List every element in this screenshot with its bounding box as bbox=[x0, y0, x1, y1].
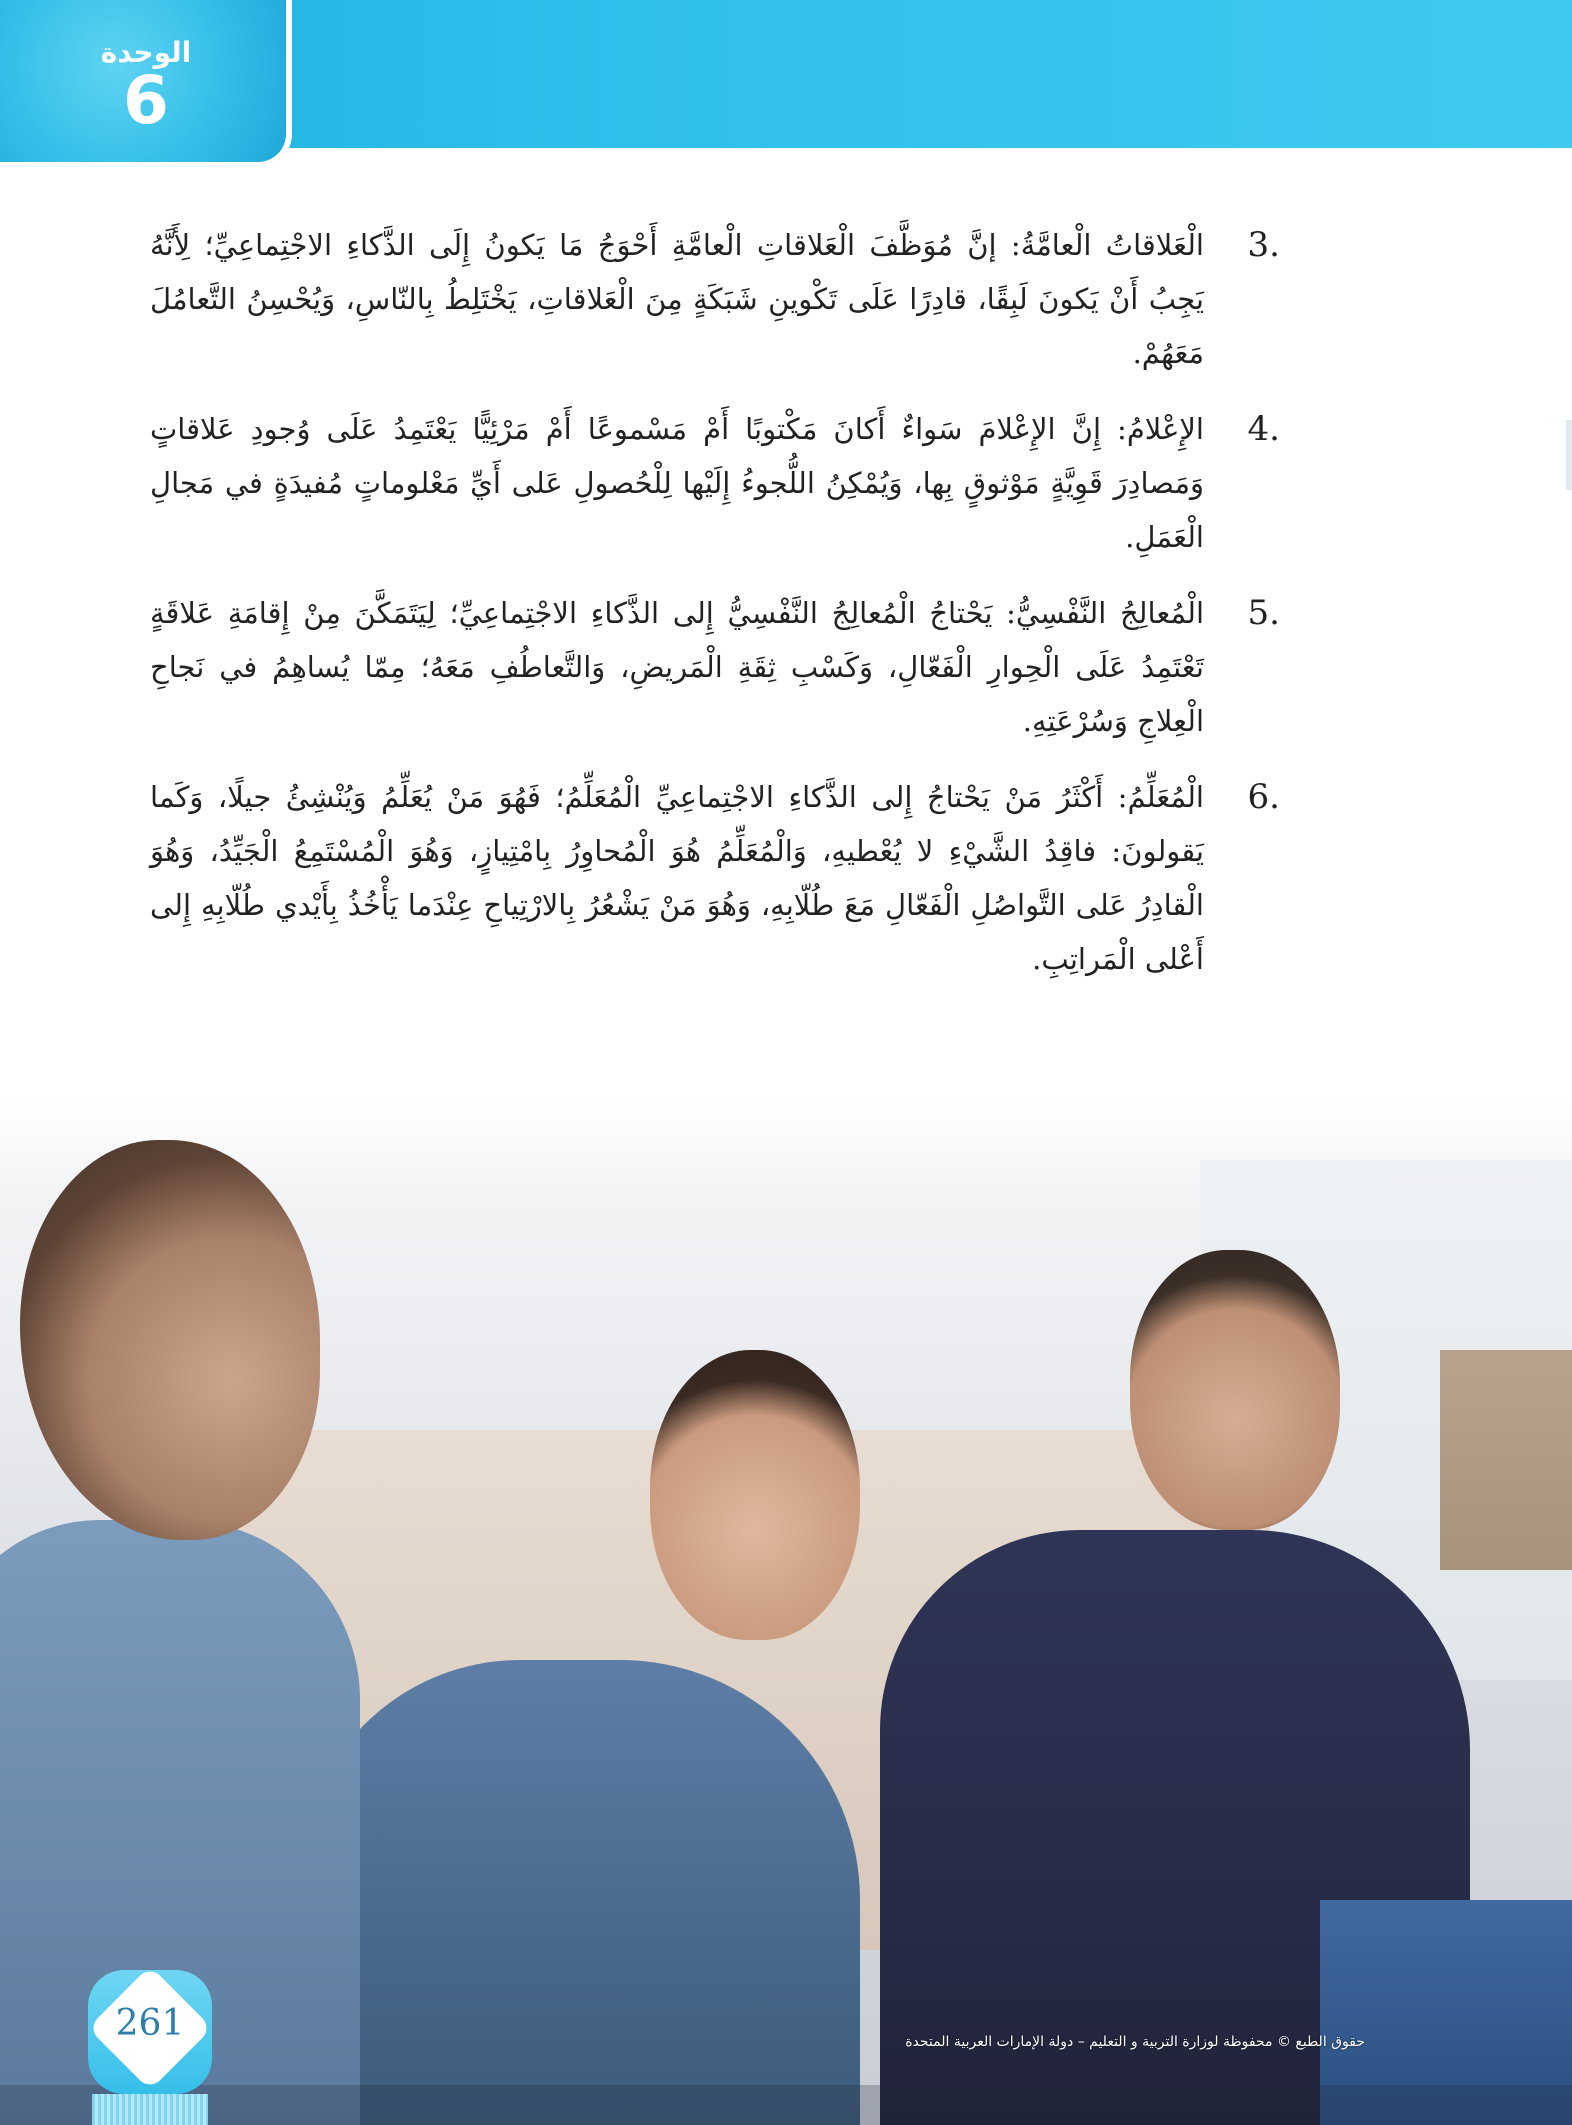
content-list bbox=[150, 218, 1280, 1008]
left-man-head bbox=[20, 1140, 320, 1540]
unit-label: الوحدة bbox=[100, 36, 192, 69]
middle-man-head bbox=[650, 1350, 860, 1640]
photo-three-men-conversation bbox=[0, 1100, 1572, 2125]
item-text: الْعَلاقاتُ الْعامَّةُ: إنَّ مُوَظَّفَ الْعَلاقاتِ الْعامَّةِ أَحْوَجُ مَا يَكونُ إِلَى الذَّكاءِ الاجْتِماعِيِّ؛ لِأَنَّهُ يَجِبُ أَنْ يَكونَ لَبِقًا، قادِرًا عَلَى تَكْوينِ شَبَكَةٍ مِنَ الْعَلاقاتِ، يَخْتَلِطُ بِالنّاسِ، وَيُحْسِنُ التَّعامُلَ مَعَهُمْ. bbox=[150, 228, 1204, 370]
right-man-head bbox=[1130, 1250, 1340, 1530]
building bbox=[1440, 1350, 1572, 1570]
item-number: 5. bbox=[1247, 593, 1280, 633]
item-number: 4. bbox=[1247, 409, 1280, 449]
page-stripe-decoration bbox=[92, 2094, 208, 2125]
copyright-text: حقوق الطبع © محفوظة لوزارة التربية و التعليم – دولة الإمارات العربية المتحدة bbox=[905, 2034, 1365, 2050]
footer-band bbox=[0, 2085, 1572, 2125]
list-item bbox=[150, 770, 1280, 986]
item-number: 6. bbox=[1247, 777, 1280, 817]
page-number: 261 bbox=[115, 2003, 185, 2044]
item-text: الإِعْلامُ: إِنَّ الإِعْلامَ سَواءٌ أَكانَ مَكْتوبًا أَمْ مَسْموعًا أَمْ مَرْئِيًّا يَعْتَمِدُ عَلَى وُجودِ عَلاقاتٍ وَمَصادِرَ قَوِيَّةٍ مَوْثوقٍ بِها، وَيُمْكِنُ اللُّجوءُ إِلَيْها لِلْحُصولِ عَلى أَيِّ مَعْلوماتٍ مُفيدَةٍ في مَجالِ الْعَمَلِ. bbox=[150, 412, 1204, 554]
unit-number: 6 bbox=[123, 62, 169, 139]
list-item bbox=[150, 586, 1280, 748]
middle-man-body bbox=[300, 1660, 860, 2125]
list-item bbox=[150, 218, 1280, 380]
item-text: الْمُعَلِّمُ: أَكْثَرُ مَنْ يَحْتاجُ إِلى الذَّكاءِ الاجْتِماعِيِّ الْمُعَلِّمُ؛ فَهُوَ مَنْ يُعَلِّمُ وَيُنْشِئُ جيلًا، وَكَما يَقولونَ: فاقِدُ الشَّيْءِ لا يُعْطيهِ، وَالْمُعَلِّمُ هُوَ الْمُحاوِرُ بِامْتِيازٍ، وَهُوَ الْمُسْتَمِعُ الْجَيِّدُ، وَهُوَ الْقادِرُ عَلى التَّواصُلِ الْفَعّالِ مَعَ طُلّابِهِ، وَهُوَ مَنْ يَشْعُرُ بِالارْتِياحِ عِنْدَما يَأْخُذُ بِأَيْدي طُلّابِهِ إِلى أَعْلى الْمَراتِبِ. bbox=[150, 780, 1204, 976]
list-item bbox=[150, 402, 1280, 564]
item-number: 3. bbox=[1247, 225, 1280, 265]
item-text: الْمُعالِجُ النَّفْسِيُّ: يَحْتاجُ الْمُعالِجُ النَّفْسِيُّ إِلى الذَّكاءِ الاجْتِماعِيِّ؛ لِيَتَمَكَّنَ مِنْ إِقامَةِ عَلاقَةٍ تَعْتَمِدُ عَلَى الْحِوارِ الْفَعّالِ، وَكَسْبِ ثِقَةِ الْمَريضِ، وَالتَّعاطُفِ مَعَهُ؛ مِمّا يُساهِمُ في نَجاحِ الْعِلاجِ وَسُرْعَتِهِ. bbox=[150, 596, 1204, 738]
side-mark bbox=[1566, 420, 1572, 490]
